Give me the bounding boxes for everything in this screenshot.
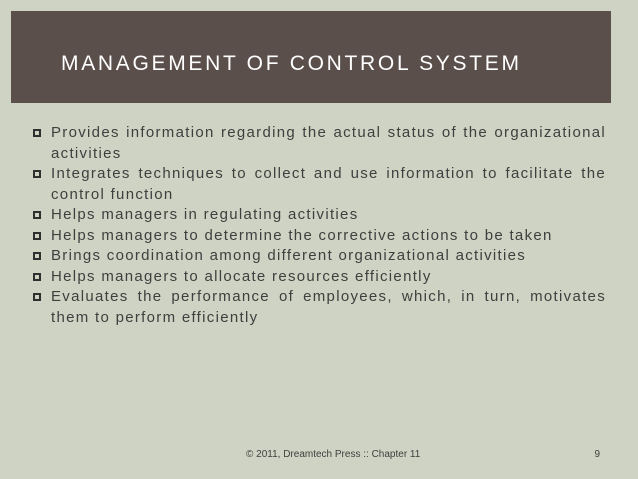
page-number: 9 bbox=[594, 449, 600, 460]
bullet-item bbox=[33, 164, 606, 205]
bullet-text: Provides information regarding the actual status of the organizational activities bbox=[51, 124, 606, 162]
bullet-item bbox=[33, 205, 606, 226]
square-bullet-icon bbox=[33, 273, 41, 281]
bullet-text: Helps managers in regulating activities bbox=[51, 206, 359, 223]
slide-title: MANAGEMENT OF CONTROL SYSTEM bbox=[61, 52, 522, 75]
bullet-item bbox=[33, 226, 606, 247]
bullet-list bbox=[33, 123, 606, 328]
bullet-text: Helps managers to determine the corrective actions to be taken bbox=[51, 226, 553, 244]
bullet-text: Brings coordination among different organizational activities bbox=[51, 247, 527, 264]
bullet-item bbox=[33, 123, 606, 164]
bullet-text: Helps managers to allocate resources efficiently bbox=[51, 267, 432, 285]
bullet-item bbox=[33, 267, 606, 288]
square-bullet-icon bbox=[33, 232, 41, 240]
bullet-item bbox=[33, 246, 606, 267]
square-bullet-icon bbox=[33, 252, 41, 260]
bullet-item bbox=[33, 287, 606, 328]
footer-copyright: © 2011, Dreamtech Press :: Chapter 11 bbox=[246, 449, 421, 460]
square-bullet-icon bbox=[33, 170, 41, 178]
square-bullet-icon bbox=[33, 129, 41, 137]
square-bullet-icon bbox=[33, 211, 41, 219]
square-bullet-icon bbox=[33, 293, 41, 301]
bullet-text: Evaluates the performance of employees, which, in turn, motivates them to perform efficiently bbox=[51, 288, 606, 326]
bullet-text: Integrates techniques to collect and use information to facilitate the control function bbox=[51, 165, 606, 203]
slide-footer bbox=[0, 447, 638, 463]
